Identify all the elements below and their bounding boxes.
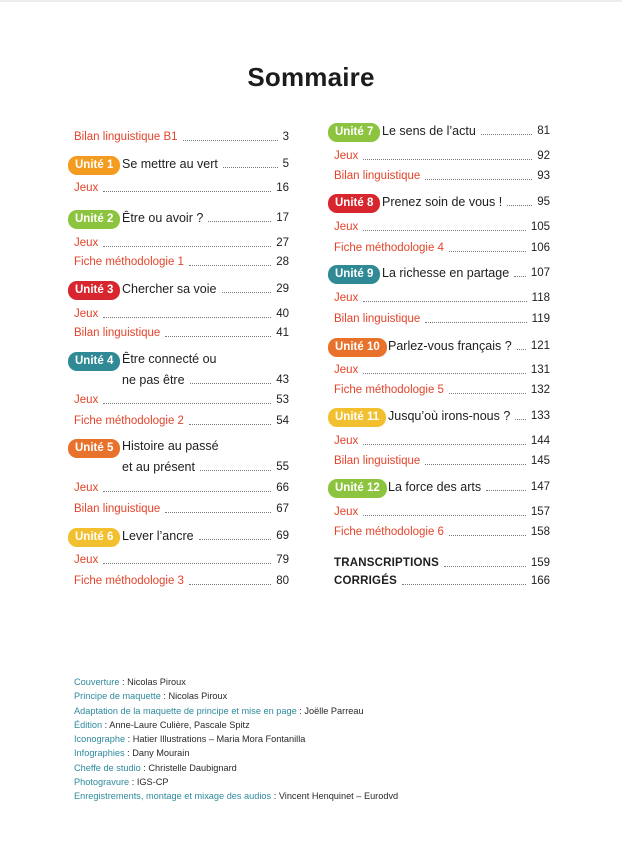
toc-entry-label: Jeux bbox=[74, 554, 99, 566]
credits-block bbox=[74, 675, 398, 804]
credit-sep: : bbox=[140, 762, 149, 773]
credit-line bbox=[74, 704, 398, 718]
unit-badge[interactable]: Unité 1 bbox=[68, 156, 120, 175]
credit-key: Principe de maquette bbox=[74, 691, 161, 702]
credit-key: Adaptation de la maquette de principe et mise en page bbox=[74, 705, 297, 716]
unit-title-row-page: 107 bbox=[530, 267, 550, 279]
toc-entry-extra[interactable] bbox=[334, 554, 550, 570]
unit-title-row[interactable] bbox=[382, 193, 550, 209]
credit-line bbox=[74, 746, 398, 760]
unit-title-row[interactable] bbox=[122, 527, 289, 543]
toc-entry-label: Jeux bbox=[334, 221, 359, 233]
dot-leader bbox=[103, 191, 271, 192]
unit-title-row-label: Parlez-vous français ? bbox=[388, 339, 512, 353]
toc-entry[interactable] bbox=[74, 572, 289, 588]
toc-entry[interactable] bbox=[74, 551, 289, 567]
toc-entry-page: 131 bbox=[530, 364, 550, 376]
toc-entry-label: Jeux bbox=[74, 394, 99, 406]
toc-entry-bilan-b1-page: 3 bbox=[282, 131, 289, 143]
dot-leader bbox=[363, 373, 526, 374]
dot-leader bbox=[425, 179, 532, 180]
toc-entry[interactable] bbox=[74, 391, 289, 407]
credit-value: Anne-Laure Culière, Pascale Spitz bbox=[109, 719, 250, 730]
toc-entry-label: Fiche méthodologie 2 bbox=[74, 415, 184, 427]
toc-entry-label: Jeux bbox=[334, 506, 359, 518]
unit-badge[interactable]: Unité 10 bbox=[328, 338, 387, 357]
toc-entry-page: 67 bbox=[276, 503, 289, 515]
toc-entry[interactable] bbox=[334, 218, 550, 234]
credit-key: Édition bbox=[74, 719, 103, 730]
toc-entry-label: Jeux bbox=[74, 308, 99, 320]
credit-value: Dany Mourain bbox=[132, 748, 190, 759]
toc-entry-label: Bilan linguistique bbox=[334, 313, 421, 325]
unit-title-row[interactable] bbox=[388, 478, 550, 494]
unit-title-row-page: 133 bbox=[530, 410, 550, 422]
credit-sep: : bbox=[296, 705, 305, 716]
toc-entry-page: 53 bbox=[276, 394, 289, 406]
dot-leader bbox=[514, 276, 526, 277]
unit-title-row-label: Chercher sa voie bbox=[122, 282, 217, 296]
toc-entry-label: Fiche méthodologie 1 bbox=[74, 256, 184, 268]
dot-leader bbox=[363, 159, 532, 160]
dot-leader bbox=[200, 470, 271, 471]
credit-line bbox=[74, 761, 398, 775]
unit-title-row-page: 17 bbox=[276, 212, 289, 224]
unit-title-row-label: ne pas être bbox=[122, 373, 185, 387]
unit-title-row-label: et au présent bbox=[122, 460, 195, 474]
dot-leader bbox=[223, 167, 278, 168]
toc-entry-page: 80 bbox=[276, 575, 289, 587]
unit-badge[interactable]: Unité 11 bbox=[328, 408, 386, 427]
unit-title-row[interactable] bbox=[122, 458, 289, 474]
toc-entry[interactable] bbox=[74, 253, 289, 269]
unit-title-row-label: Être ou avoir ? bbox=[122, 211, 204, 225]
credit-sep: : bbox=[125, 734, 133, 745]
toc-entry-label: Jeux bbox=[334, 150, 359, 162]
toc-entry[interactable] bbox=[334, 310, 550, 326]
toc-entry-page: 79 bbox=[276, 554, 289, 566]
credit-value: Hatier Illustrations – Maria Mora Fontanilla bbox=[132, 734, 306, 745]
unit-title-row-label: Se mettre au vert bbox=[122, 157, 218, 171]
dot-leader bbox=[165, 336, 271, 337]
toc-entry[interactable] bbox=[334, 523, 550, 539]
unit-badge[interactable]: Unité 4 bbox=[68, 352, 120, 371]
toc-entry-label: Jeux bbox=[74, 237, 99, 249]
credit-sep: : bbox=[271, 791, 279, 802]
toc-entry-bilan-b1[interactable] bbox=[74, 128, 289, 144]
unit-title-row[interactable] bbox=[122, 209, 289, 225]
unit-title-row[interactable] bbox=[122, 280, 289, 296]
toc-entry-label: Fiche méthodologie 4 bbox=[334, 242, 444, 254]
unit-badge[interactable]: Unité 6 bbox=[68, 528, 120, 547]
toc-entry[interactable] bbox=[74, 179, 289, 195]
page-title: Sommaire bbox=[247, 62, 375, 92]
toc-entry-page: 144 bbox=[530, 435, 550, 447]
dot-leader bbox=[103, 403, 271, 404]
unit-title-row-page: 29 bbox=[276, 283, 289, 295]
toc-entry-bilan-b1-label: Bilan linguistique B1 bbox=[74, 131, 178, 143]
dot-leader bbox=[515, 419, 526, 420]
dot-leader bbox=[425, 464, 526, 465]
unit-title-row-page: 81 bbox=[537, 125, 550, 137]
dot-leader bbox=[103, 246, 271, 247]
credit-sep: : bbox=[124, 748, 133, 759]
credit-key: Iconographe bbox=[74, 734, 126, 745]
unit-title-row-page: 55 bbox=[276, 461, 289, 473]
unit-badge[interactable]: Unité 2 bbox=[68, 210, 120, 229]
dot-leader bbox=[165, 512, 271, 513]
toc-entry-extra-label: TRANSCRIPTIONS bbox=[334, 557, 440, 569]
dot-leader bbox=[222, 292, 272, 293]
dot-leader bbox=[189, 424, 271, 425]
toc-entry-page: 93 bbox=[537, 170, 550, 182]
dot-leader bbox=[449, 251, 526, 252]
dot-leader bbox=[363, 515, 526, 516]
toc-entry-page: 54 bbox=[276, 415, 289, 427]
toc-entry-page: 41 bbox=[276, 327, 289, 339]
toc-entry-extra[interactable] bbox=[334, 572, 550, 588]
credit-key: Infographies bbox=[74, 748, 125, 759]
toc-entry-label: Fiche méthodologie 6 bbox=[334, 526, 444, 538]
dot-leader bbox=[103, 317, 271, 318]
dot-leader bbox=[190, 383, 272, 384]
toc-entry[interactable] bbox=[74, 324, 289, 340]
toc-entry-label: Bilan linguistique bbox=[334, 455, 421, 467]
toc-entry[interactable] bbox=[334, 147, 550, 163]
top-rule bbox=[0, 0, 622, 2]
toc-entry-page: 28 bbox=[276, 256, 289, 268]
toc-entry-page: 158 bbox=[530, 526, 550, 538]
credit-value: Christelle Daubignard bbox=[148, 762, 237, 773]
toc-entry[interactable] bbox=[334, 361, 550, 377]
toc-entry-page: 105 bbox=[530, 221, 550, 233]
credit-sep: : bbox=[160, 691, 169, 702]
credit-line bbox=[74, 675, 398, 689]
credit-key: Couverture bbox=[74, 677, 120, 687]
toc-entry[interactable] bbox=[334, 239, 550, 255]
credit-value: Joëlle Parreau bbox=[304, 705, 364, 716]
credit-key: Enregistrements, montage et mixage des audios bbox=[74, 791, 272, 802]
toc-entry-page: 27 bbox=[276, 237, 289, 249]
unit-badge[interactable]: Unité 12 bbox=[328, 479, 387, 498]
toc-entry-page: 16 bbox=[276, 182, 289, 194]
credit-sep: : bbox=[129, 777, 137, 788]
toc-entry-label: Jeux bbox=[74, 482, 99, 494]
unit-title-row[interactable] bbox=[388, 337, 550, 353]
credit-sep: : bbox=[119, 677, 128, 687]
unit-title-row-label: Prenez soin de vous ! bbox=[382, 195, 503, 209]
dot-leader bbox=[507, 205, 532, 206]
toc-entry-extra-label: CORRIGÉS bbox=[334, 575, 397, 587]
credit-line bbox=[74, 718, 398, 732]
unit-badge[interactable]: Unité 9 bbox=[328, 265, 380, 284]
toc-entry-page: 145 bbox=[530, 455, 550, 467]
toc-entry[interactable] bbox=[74, 479, 289, 495]
unit-title-row-page: 69 bbox=[276, 530, 289, 542]
credit-sep: : bbox=[102, 719, 110, 730]
credit-value: Nicolas Piroux bbox=[127, 677, 186, 687]
credit-line bbox=[74, 732, 398, 746]
credit-key: Cheffe de studio bbox=[74, 762, 141, 773]
dot-leader bbox=[183, 140, 278, 141]
unit-title-row-page: 121 bbox=[530, 340, 550, 352]
credit-line bbox=[74, 789, 398, 803]
toc-entry-label: Jeux bbox=[334, 364, 359, 376]
dot-leader bbox=[189, 584, 271, 585]
credit-line bbox=[74, 689, 398, 703]
toc-entry[interactable] bbox=[334, 432, 550, 448]
credit-value: IGS-CP bbox=[136, 777, 169, 788]
toc-entry-label: Fiche méthodologie 5 bbox=[334, 384, 444, 396]
toc-entry[interactable] bbox=[334, 452, 550, 468]
toc-entry-page: 40 bbox=[276, 308, 289, 320]
credit-key: Photogravure bbox=[74, 777, 130, 788]
toc-entry-label: Jeux bbox=[334, 292, 359, 304]
toc-entry-label: Jeux bbox=[334, 435, 359, 447]
credit-value: Vincent Henquinet – Eurodvd bbox=[278, 791, 399, 802]
dot-leader bbox=[486, 490, 526, 491]
dot-leader bbox=[103, 491, 271, 492]
toc-entry-label: Jeux bbox=[74, 182, 99, 194]
dot-leader bbox=[199, 539, 272, 540]
unit-title-row-label: Le sens de l’actu bbox=[382, 124, 476, 138]
unit-title-line: Histoire au passé bbox=[122, 439, 219, 453]
credit-line bbox=[74, 775, 398, 789]
dot-leader bbox=[517, 349, 526, 350]
toc-entry-extra-page: 166 bbox=[530, 575, 550, 587]
unit-title-line: Être connecté ou bbox=[122, 352, 217, 366]
toc-entry[interactable] bbox=[74, 500, 289, 516]
unit-badge[interactable]: Unité 8 bbox=[328, 194, 380, 213]
toc-entry-extra-page: 159 bbox=[530, 557, 550, 569]
credit-value: Nicolas Piroux bbox=[168, 691, 228, 702]
unit-title-row[interactable] bbox=[382, 122, 550, 138]
dot-leader bbox=[363, 444, 526, 445]
dot-leader bbox=[189, 265, 271, 266]
unit-title-row[interactable] bbox=[388, 407, 550, 423]
unit-title-row[interactable] bbox=[382, 264, 550, 280]
unit-badge[interactable]: Unité 5 bbox=[68, 439, 120, 458]
toc-entry[interactable] bbox=[74, 234, 289, 250]
unit-badge[interactable]: Unité 3 bbox=[68, 281, 120, 300]
unit-title-row-page: 43 bbox=[276, 374, 289, 386]
toc-entry-page: 106 bbox=[530, 242, 550, 254]
unit-title-row-label: La richesse en partage bbox=[382, 266, 510, 280]
toc-entry-page: 132 bbox=[530, 384, 550, 396]
toc-entry-label: Bilan linguistique bbox=[74, 503, 161, 515]
unit-title-row-label: Jusqu’où irons-nous ? bbox=[388, 409, 511, 423]
toc-entry[interactable] bbox=[334, 503, 550, 519]
toc-entry-page: 92 bbox=[537, 150, 550, 162]
dot-leader bbox=[449, 535, 526, 536]
dot-leader bbox=[363, 230, 526, 231]
toc-entry[interactable] bbox=[74, 305, 289, 321]
toc-entry-page: 119 bbox=[531, 313, 550, 325]
dot-leader bbox=[208, 221, 271, 222]
dot-leader bbox=[103, 563, 271, 564]
toc-entry[interactable] bbox=[334, 381, 550, 397]
unit-title-row-page: 147 bbox=[530, 481, 550, 493]
dot-leader bbox=[402, 584, 526, 585]
toc-entry[interactable] bbox=[334, 167, 550, 183]
toc-entry-label: Bilan linguistique bbox=[334, 170, 421, 182]
unit-title-row[interactable] bbox=[122, 155, 289, 171]
dot-leader bbox=[481, 134, 532, 135]
dot-leader bbox=[449, 393, 526, 394]
toc-entry[interactable] bbox=[334, 289, 550, 305]
unit-title-row-label: La force des arts bbox=[388, 480, 482, 494]
toc-entry[interactable] bbox=[74, 412, 289, 428]
toc-entry-page: 157 bbox=[530, 506, 550, 518]
unit-title-row-page: 5 bbox=[282, 158, 289, 170]
dot-leader bbox=[444, 566, 526, 567]
dot-leader bbox=[363, 301, 526, 302]
toc-entry-label: Bilan linguistique bbox=[74, 327, 161, 339]
unit-badge[interactable]: Unité 7 bbox=[328, 123, 380, 142]
toc-entry-page: 66 bbox=[276, 482, 289, 494]
dot-leader bbox=[425, 322, 526, 323]
unit-title-row-label: Lever l’ancre bbox=[122, 529, 194, 543]
toc-entry-label: Fiche méthodologie 3 bbox=[74, 575, 184, 587]
toc-entry-page: 118 bbox=[531, 292, 550, 304]
unit-title-row-page: 95 bbox=[537, 196, 550, 208]
unit-title-row[interactable] bbox=[122, 371, 289, 387]
